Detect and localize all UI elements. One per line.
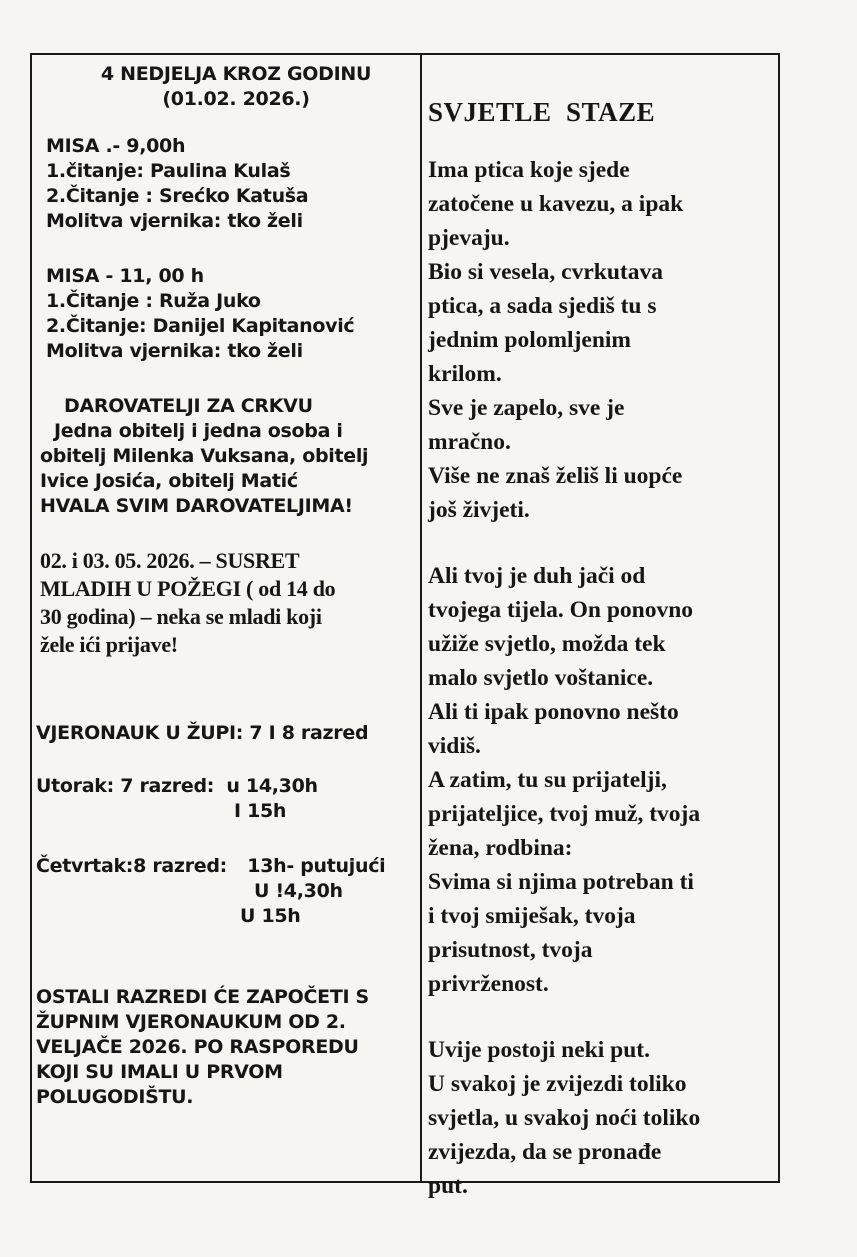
- reflection-text: [428, 153, 773, 1203]
- notice-line5: POLUGODIŠTU.: [36, 1086, 194, 1108]
- paragraph-gap: [428, 527, 773, 559]
- reflection-line: jednim polomljenim: [428, 327, 632, 353]
- mass-11-reading2: 2.Čitanje: Danijel Kapitanović: [46, 315, 355, 337]
- reflection-line: tvojega tijela. On ponovno: [428, 597, 694, 623]
- thursday-time3: U 15h: [240, 905, 301, 927]
- sunday-date: (01.02. 2026.): [162, 88, 310, 110]
- column-divider: [420, 53, 422, 1183]
- youth-meeting-block: [36, 547, 416, 659]
- reflection-line: Ali ti ipak ponovno nešto: [428, 699, 679, 725]
- reflection-line: vidiš.: [428, 733, 481, 759]
- donors-line2: obitelj Milenka Vuksana, obitelj: [40, 445, 369, 467]
- notice-line1: OSTALI RAZREDI ĆE ZAPOČETI S: [36, 986, 369, 1008]
- reflection-line: krilom.: [428, 361, 502, 387]
- tuesday-label: Utorak: 7 razred:: [36, 775, 215, 797]
- youth-line2: MLADIH U POŽEGI ( od 14 do: [40, 576, 336, 601]
- reflection-line: prijateljice, tvoj muž, tvoja: [428, 801, 701, 827]
- reflection-line: i tvoj smiješak, tvoja: [428, 903, 636, 929]
- mass-11-title: MISA - 11, 00 h: [46, 265, 204, 287]
- reflection-line: Svima si njima potreban ti: [428, 869, 694, 895]
- reflection-line: U svakoj je zvijezdi toliko: [428, 1071, 687, 1097]
- donors-thanks: HVALA SVIM DAROVATELJIMA!: [40, 495, 353, 517]
- mass-9-block: [36, 134, 416, 234]
- reflection-line: mračno.: [428, 429, 511, 455]
- mass-9-title: MISA .- 9,00h: [46, 135, 186, 157]
- notice-line3: VELJAČE 2026. PO RASPOREDU: [36, 1036, 359, 1058]
- donors-block: [36, 394, 416, 519]
- catechism-title: VJERONAUK U ŽUPI: 7 I 8 razred: [36, 722, 369, 744]
- reflection-line: Više ne znaš želiš li uopće: [428, 463, 683, 489]
- notice-line2: ŽUPNIM VJERONAUKUM OD 2.: [36, 1011, 346, 1033]
- reflection-line: svjetla, u svakoj noći toliko: [428, 1105, 701, 1131]
- mass-11-prayer: Molitva vjernika: tko želi: [46, 340, 303, 362]
- sunday-title: 4 NEDJELJA KROZ GODINU: [100, 63, 372, 85]
- reflection-line: Sve je zapelo, sve je: [428, 395, 625, 421]
- notice-line4: KOJI SU IMALI U PRVOM: [36, 1061, 283, 1083]
- catechism-block: [36, 721, 416, 929]
- reflection-line: zvijezda, da se pronađe: [428, 1139, 662, 1165]
- reflection-line: Bio si vesela, cvrkutava: [428, 259, 663, 285]
- thursday-label: Četvrtak:8 razred:: [36, 855, 227, 877]
- mass-11-block: [36, 264, 416, 364]
- reflection-line: Ali tvoj je duh jači od: [428, 563, 646, 589]
- mass-9-prayer: Molitva vjernika: tko želi: [46, 210, 303, 232]
- sunday-header: [36, 62, 416, 112]
- reflection-line: Ima ptica koje sjede: [428, 157, 630, 183]
- mass-11-reading1: 1.Čitanje : Ruža Juko: [46, 290, 261, 312]
- reflection-line: privrženost.: [428, 971, 549, 997]
- donors-line1: Jedna obitelj i jedna osoba i: [54, 420, 343, 442]
- reflection-line: užiže svjetlo, možda tek: [428, 631, 666, 657]
- reflection-line: pjevaju.: [428, 225, 510, 251]
- other-classes-notice: [36, 985, 416, 1110]
- reflection-line: A zatim, tu su prijatelji,: [428, 767, 667, 793]
- donors-line3: Ivice Josića, obitelj Matić: [40, 470, 298, 492]
- reflection-line: malo svjetlo voštanice.: [428, 665, 654, 691]
- tuesday-row: [36, 774, 416, 799]
- reflection-line: ptica, a sada sjediš tu s: [428, 293, 657, 319]
- mass-9-reading2: 2.Čitanje : Srećko Katuša: [46, 185, 309, 207]
- mass-9-reading1: 1.čitanje: Paulina Kulaš: [46, 160, 291, 182]
- tuesday-time2: I 15h: [234, 800, 287, 822]
- right-column: [428, 95, 773, 1203]
- thursday-row: [36, 854, 416, 879]
- youth-line3: 30 godina) – neka se mladi koji: [40, 604, 322, 629]
- youth-line1: 02. i 03. 05. 2026. – SUSRET: [40, 548, 300, 573]
- reflection-title: SVJETLE STAZE: [428, 97, 656, 127]
- thursday-time2: U !4,30h: [254, 880, 343, 902]
- reflection-line: zatočene u kavezu, a ipak: [428, 191, 684, 217]
- left-column: [36, 62, 416, 1110]
- tuesday-time1: u 14,30h: [226, 775, 318, 797]
- reflection-line: žena, rodbina:: [428, 835, 573, 861]
- donors-title: DAROVATELJI ZA CRKVU: [64, 395, 313, 417]
- reflection-line: Uvije postoji neki put.: [428, 1037, 650, 1063]
- reflection-line: put.: [428, 1173, 468, 1199]
- reflection-line: prisutnost, tvoja: [428, 937, 593, 963]
- paragraph-gap: [428, 1001, 773, 1033]
- thursday-time1: 13h- putujući: [247, 855, 386, 877]
- youth-line4: žele ići prijave!: [40, 632, 178, 657]
- reflection-line: još živjeti.: [428, 497, 530, 523]
